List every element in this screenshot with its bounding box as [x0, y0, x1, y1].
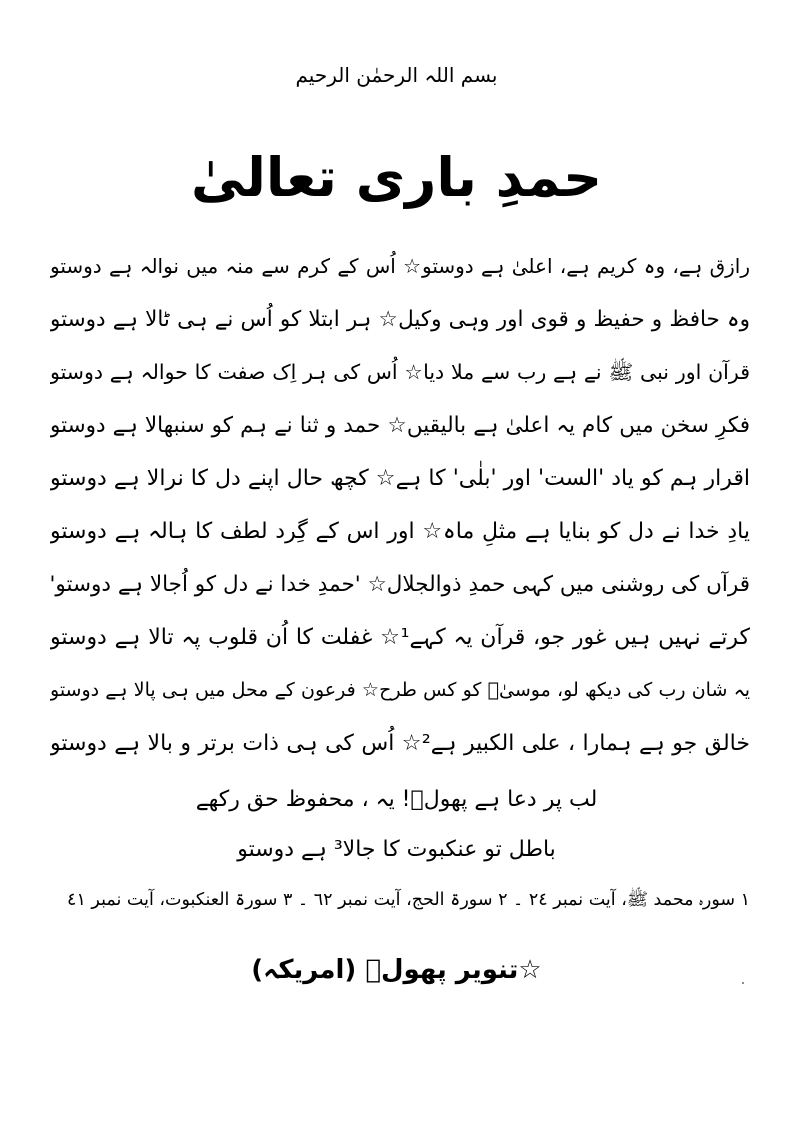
verse-line: قرآں کی روشنی میں کہی حمدِ ذوالجلال☆ 'حمدِ خدا نے دل کو اُجالا ہے دوستو' — [50, 572, 750, 597]
bismillah-heading: بسم اللہ الرحمٰن الرحیم — [295, 63, 498, 87]
closing-verse-line-2: باطل تو عنکبوت کا جالا³ ہے دوستو — [237, 837, 556, 862]
verse-line: وہ حافظ و حفیظ و قوی اور وہی وکیل☆ ہر ابتلا کو اُس نے ہی ٹالا ہے دوستو — [50, 307, 750, 332]
footnote-references: ١ سورہ محمد ﷺ، آیت نمبر ٢٤ ۔ ٢ سورۃ الحج، آیت نمبر ٦٢ ۔ ٣ سورۃ العنکبوت، آیت نمبر ٤١ — [67, 890, 750, 910]
poem-title: حمدِ باری تعالیٰ — [191, 146, 602, 209]
verse-line: رازق ہے، وہ کریم ہے، اعلیٰ ہے دوستو☆ اُس کے کرم سے منہ میں نوالہ ہے دوستو — [50, 254, 750, 278]
poem-verses — [50, 240, 750, 770]
closing-verse-line-1: لب پر دعا ہے پھولؔ! یہ ، محفوظ حق رکھے — [195, 787, 598, 812]
verse-line: کرتے نہیں ہیں غور جو، قرآن یہ کہے¹☆ غفلت کا اُن قلوب پہ تالا ہے دوستو — [50, 625, 750, 650]
poet-signature: ☆تنویر پھولؔ (امریکہ) — [251, 955, 542, 985]
verse-line: قرآن اور نبی ﷺ نے ہے رب سے ملا دیا☆ اُس کی ہر اِک صفت کا حوالہ ہے دوستو — [50, 360, 750, 384]
verse-line: خالق جو ہے ہمارا ، علی الکبیر ہے²☆ اُس کی ہی ذات برتر و بالا ہے دوستو — [50, 731, 750, 756]
verse-line: فکرِ سخن میں کام یہ اعلیٰ ہے بالیقیں☆ حمد و ثنا نے ہم کو سنبھالا ہے دوستو — [50, 413, 750, 438]
verse-line: یادِ خدا نے دل کو بنایا ہے مثلِ ماہ☆ اور اس کے گِرد لطف کا ہالہ ہے دوستو — [50, 519, 750, 544]
verse-line: اقرار ہم کو یاد 'الست' اور 'بلٰی' کا ہے☆ کچھ حال اپنے دل کا نرالا ہے دوستو — [50, 466, 750, 491]
page-speck — [742, 982, 744, 984]
verse-line: یہ شان رب کی دیکھ لو، موسیٰؑ کو کس طرح☆ فرعون کے محل میں ہی پالا ہے دوستو — [50, 679, 750, 701]
